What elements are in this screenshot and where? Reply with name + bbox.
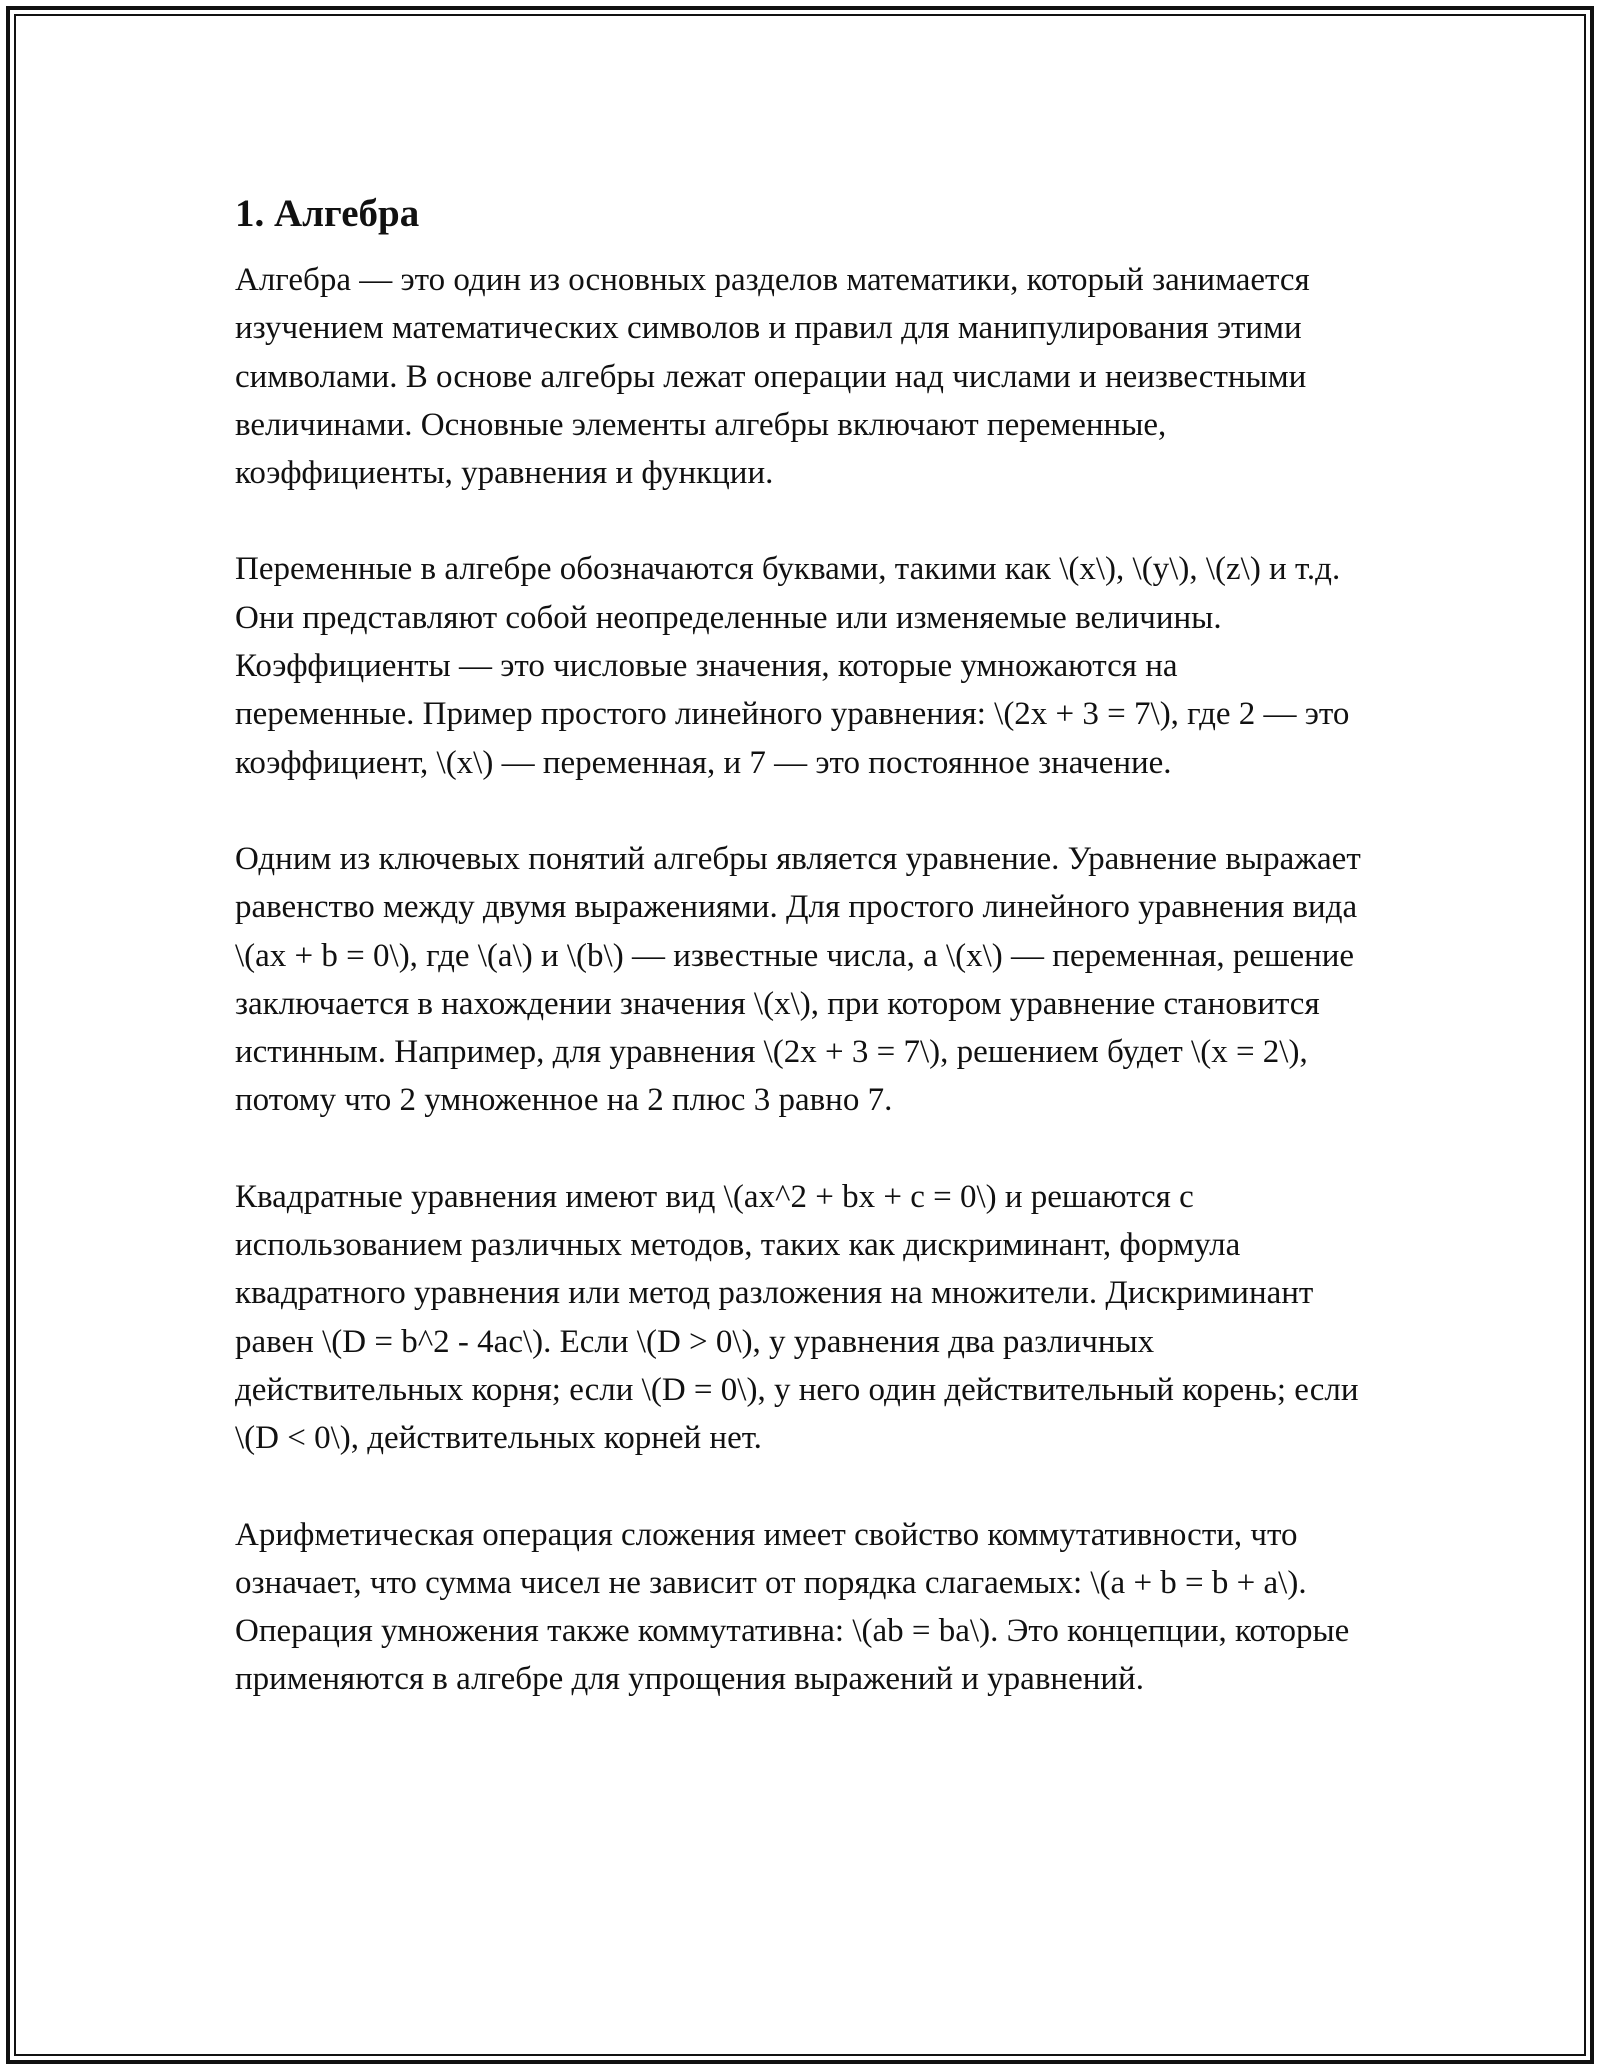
section-title: 1. Алгебра — [235, 192, 420, 235]
paragraph-equations: Одним из ключевых понятий алгебры является уравнение. Уравнение выражает равенство между двумя выражениями. Для простого линейного уравнения вида \(ax + b = 0\), где \(a\) и \(b\) — известные числа, а \(x\) — переменная, решение заключается в нахождении значения \(x\), при котором уравнение становится истинным. Например, для уравнения \(2x + 3 = 7\), решением будет \(x = 2\), потому что 2 умноженное на 2 плюс 3 равно 7. — [235, 840, 1361, 1119]
document-body — [235, 184, 1365, 1752]
paragraph-algebra-intro: Алгебра — это один из основных разделов математики, который занимается изучением математических символов и правил для манипулирования этими символами. В основе алгебры лежат операции над числами и неизвестными величинами. Основные элементы алгебры включают переменные, коэффициенты, уравнения и функции. — [235, 262, 1310, 492]
paragraph-commutativity: Арифметическая операция сложения имеет свойство коммутативности, что означает, что сумма чисел не зависит от порядка слагаемых: \(a + b = b + a\). Операция умножения также коммутативна: \(ab = ba\). Это концепции, которые применяются в алгебре для упрощения выражений и уравнений. — [235, 1516, 1350, 1698]
paragraph-quadratic: Квадратные уравнения имеют вид \(ax^2 + bx + c = 0\) и решаются с использованием различных методов, таких как дискриминант, формула квадратного уравнения или метод разложения на множители. Дискриминант равен \(D = b^2 - 4ac\). Если \(D > 0\), у уравнения два различных действительных корня; если \(D = 0\), у него один действительный корень; если \(D < 0\), действительных корней нет. — [235, 1178, 1359, 1457]
paragraph-variables: Переменные в алгебре обозначаются буквами, такими как \(x\), \(y\), \(z\) и т.д. Они представляют собой неопределенные или изменяемые величины. Коэффициенты — это числовые значения, которые умножаются на переменные. Пример простого линейного уравнения: \(2x + 3 = 7\), где 2 — это коэффициент, \(x\) — переменная, и 7 — это постоянное значение. — [235, 551, 1350, 781]
